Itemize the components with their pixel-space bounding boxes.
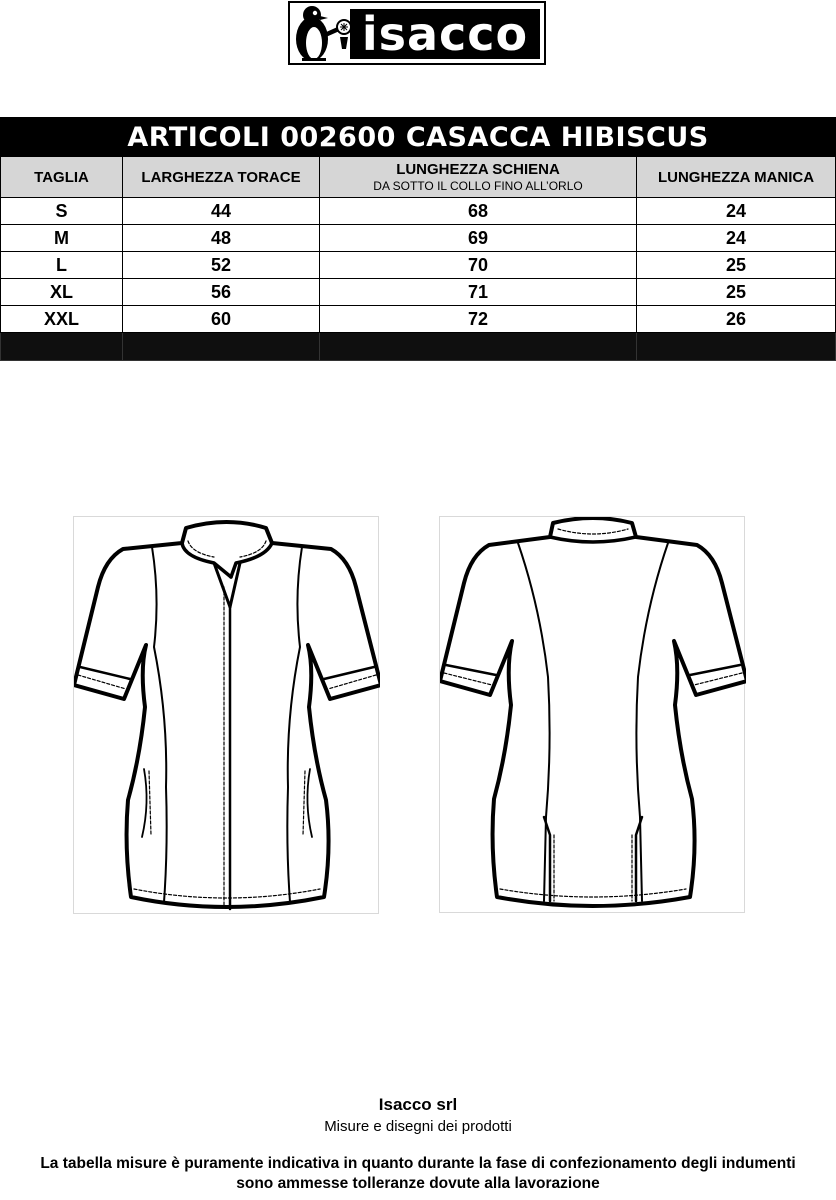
table-header-row	[1, 157, 836, 198]
brand-wordmark: isacco	[350, 9, 540, 59]
cell-back-length: 71	[320, 279, 637, 306]
table-row	[1, 225, 836, 252]
header-back-length-label: LUNGHEZZA SCHIENA	[396, 161, 560, 178]
footer-cell	[637, 333, 836, 361]
disclaimer-line: sono ammesse tolleranze dovute alla lavorazione	[236, 1175, 600, 1192]
cell-chest: 52	[123, 252, 320, 279]
size-table	[0, 117, 836, 361]
table-title-row	[1, 118, 836, 157]
cell-size: XL	[1, 279, 123, 306]
disclaimer-line: La tabella misure è puramente indicativa in quanto durante la fase di confezionamento degli indumenti	[40, 1155, 796, 1172]
cell-back-length: 72	[320, 306, 637, 333]
table-title: ARTICOLI 002600 CASACCA HIBISCUS	[1, 118, 836, 157]
cell-sleeve: 25	[637, 252, 836, 279]
cell-sleeve: 24	[637, 225, 836, 252]
table-row	[1, 306, 836, 333]
document-subtitle: Misure e disegni dei prodotti	[324, 1118, 512, 1135]
company-name: Isacco srl	[378, 1095, 458, 1114]
cell-sleeve: 25	[637, 279, 836, 306]
header-chest: LARGHEZZA TORACE	[123, 157, 320, 198]
footer-cell	[123, 333, 320, 361]
cell-chest: 56	[123, 279, 320, 306]
table-row	[1, 279, 836, 306]
cell-chest: 60	[123, 306, 320, 333]
footer-cell	[1, 333, 123, 361]
cell-back-length: 69	[320, 225, 637, 252]
footer-cell	[320, 333, 637, 361]
back-drawing-frame	[439, 516, 745, 913]
header-sleeve: LUNGHEZZA MANICA	[637, 157, 836, 198]
cell-size: XXL	[1, 306, 123, 333]
brand-logo	[288, 1, 546, 65]
cell-size: S	[1, 198, 123, 225]
header-back-length	[320, 157, 637, 198]
header-size: TAGLIA	[1, 157, 123, 198]
cell-back-length: 70	[320, 252, 637, 279]
tunic-back-drawing	[440, 517, 746, 914]
table-row	[1, 198, 836, 225]
disclaimer	[0, 1154, 836, 1194]
cell-size: L	[1, 252, 123, 279]
table-footer-row	[1, 333, 836, 361]
front-drawing-frame	[73, 516, 379, 914]
cell-chest: 48	[123, 225, 320, 252]
cell-sleeve: 26	[637, 306, 836, 333]
table-row	[1, 252, 836, 279]
cell-size: M	[1, 225, 123, 252]
cell-back-length: 68	[320, 198, 637, 225]
cell-chest: 44	[123, 198, 320, 225]
tunic-front-drawing	[74, 517, 380, 915]
cell-sleeve: 24	[637, 198, 836, 225]
header-back-length-note: DA SOTTO IL COLLO FINO ALL’ORLO	[373, 179, 583, 193]
